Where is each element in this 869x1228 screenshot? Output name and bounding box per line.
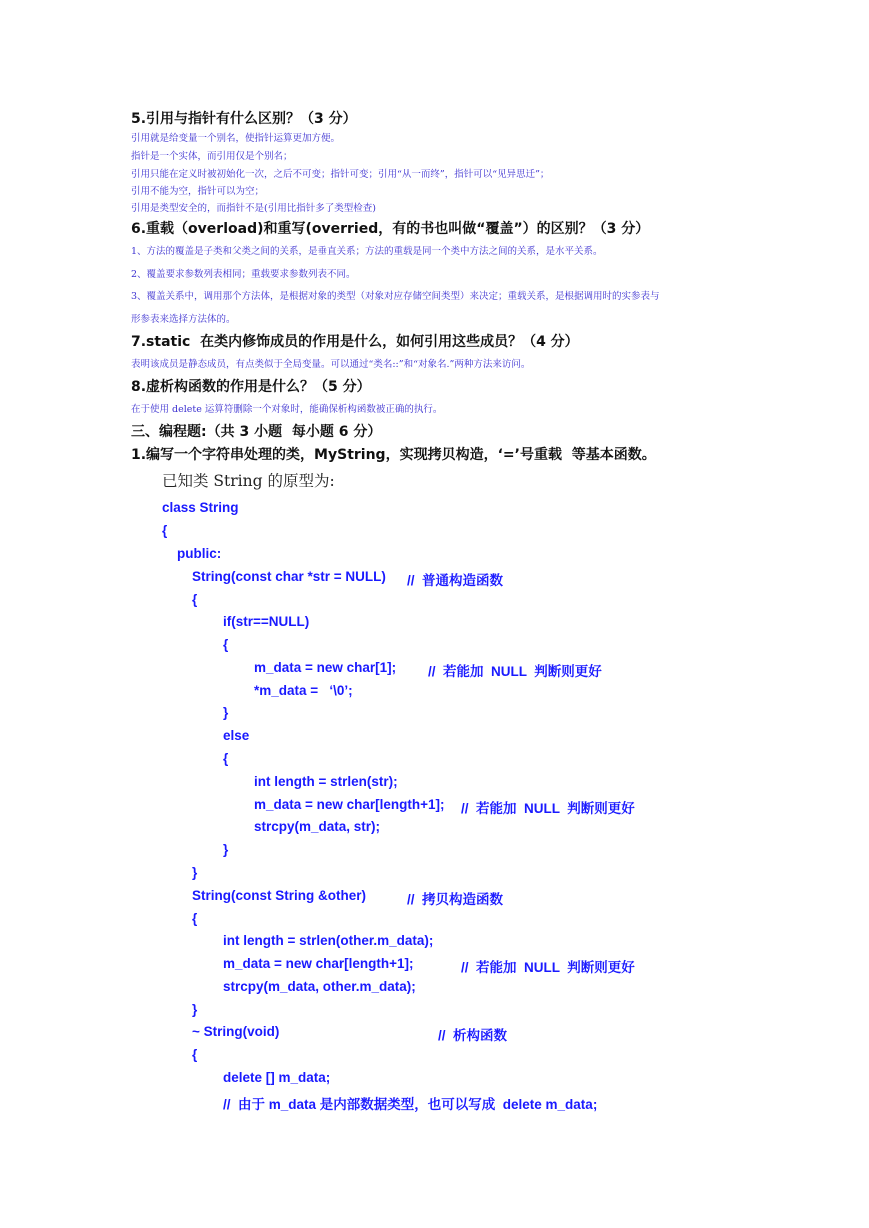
code-line: { (223, 751, 229, 766)
code-line: } (223, 842, 229, 857)
code-line: { (223, 637, 229, 652)
code-comment: // 由于 m_data 是内部数据类型，也可以写成 delete m_data; (223, 1097, 598, 1112)
answer-line: 引用只能在定义时被初始化一次，之后不可变；指针可变；引用“从一而终”，指针可以“见异思迁”； (131, 169, 550, 180)
code-line: public: (177, 546, 222, 561)
question-6-title: 6.重载（overload)和重写(overried，有的书也叫做“覆盖”）的区别？（3 分） (131, 221, 650, 237)
code-line: { (192, 592, 198, 607)
code-line: else (223, 728, 250, 743)
code-line: int length = strlen(str); (254, 774, 398, 789)
answer-line: 引用不能为空，指针可以为空； (131, 186, 265, 197)
code-comment: // 若能加 NULL 判断则更好 (428, 664, 602, 679)
code-line: { (192, 1047, 198, 1062)
section-3-title: 三、编程题:（共 3 小题 每小题 6 分） (131, 424, 382, 440)
answer-line: 表明该成员是静态成员，有点类似于全局变量。可以通过“类名::”和“对象名.”两种方法来访问。 (131, 359, 531, 370)
question-8-title: 8.虚析构函数的作用是什么？（5 分） (131, 379, 371, 395)
answer-line: 引用就是给变量一个别名，使指针运算更加方便。 (131, 133, 341, 144)
code-line: class String (162, 500, 239, 515)
question-7-title: 7.static 在类内修饰成员的作用是什么，如何引用这些成员？（4 分） (131, 334, 579, 350)
code-line: { (162, 523, 168, 538)
code-line: m_data = new char[1]; (254, 660, 397, 675)
code-comment: // 拷贝构造函数 (407, 892, 504, 907)
code-comment: // 析构函数 (438, 1028, 508, 1043)
code-comment: // 若能加 NULL 判断则更好 (461, 960, 635, 975)
code-line: String(const char *str = NULL) (192, 569, 386, 584)
code-line: String(const String &other) (192, 888, 366, 903)
code-line: delete [] m_data; (223, 1070, 331, 1085)
question-5-title: 5.引用与指针有什么区别？（3 分） (131, 111, 357, 127)
code-comment: // 普通构造函数 (407, 573, 504, 588)
code-line: *m_data = ‘\0’; (254, 683, 353, 698)
answer-line: 1、方法的覆盖是子类和父类之间的关系，是垂直关系；方法的重载是同一个类中方法之间的关系，是水平关系。 (131, 246, 603, 257)
problem-1-title: 1.编写一个字符串处理的类，MyString，实现拷贝构造，‘=’号重载 等基本函数。 (131, 447, 656, 463)
code-line: } (223, 705, 229, 720)
answer-line: 2、覆盖要求参数列表相同；重载要求参数列表不同。 (131, 269, 356, 280)
answer-line: 指针是一个实体，而引用仅是个别名； (131, 151, 293, 162)
code-line: m_data = new char[length+1]; (223, 956, 414, 971)
problem-intro: 已知类 String 的原型为: (162, 472, 335, 490)
code-line: { (192, 911, 198, 926)
code-line: strcpy(m_data, other.m_data); (223, 979, 416, 994)
code-comment: // 若能加 NULL 判断则更好 (461, 801, 635, 816)
code-line: strcpy(m_data, str); (254, 819, 381, 834)
code-line: } (192, 865, 198, 880)
code-line: int length = strlen(other.m_data); (223, 933, 434, 948)
answer-line: 在于使用 delete 运算符删除一个对象时，能确保析构函数被正确的执行。 (131, 404, 443, 415)
code-line: ~ String(void) (192, 1024, 280, 1039)
code-line: if(str==NULL) (223, 614, 310, 629)
code-line: } (192, 1002, 198, 1017)
answer-line: 引用是类型安全的，而指针不是(引用比指针多了类型检查) (131, 203, 376, 214)
answer-line: 形参表来选择方法体的。 (131, 314, 236, 325)
code-line: m_data = new char[length+1]; (254, 797, 445, 812)
answer-line: 3、覆盖关系中，调用那个方法体，是根据对象的类型（对象对应存储空间类型）来决定；重载关系，是根据调用时的实参表与 (131, 291, 660, 302)
